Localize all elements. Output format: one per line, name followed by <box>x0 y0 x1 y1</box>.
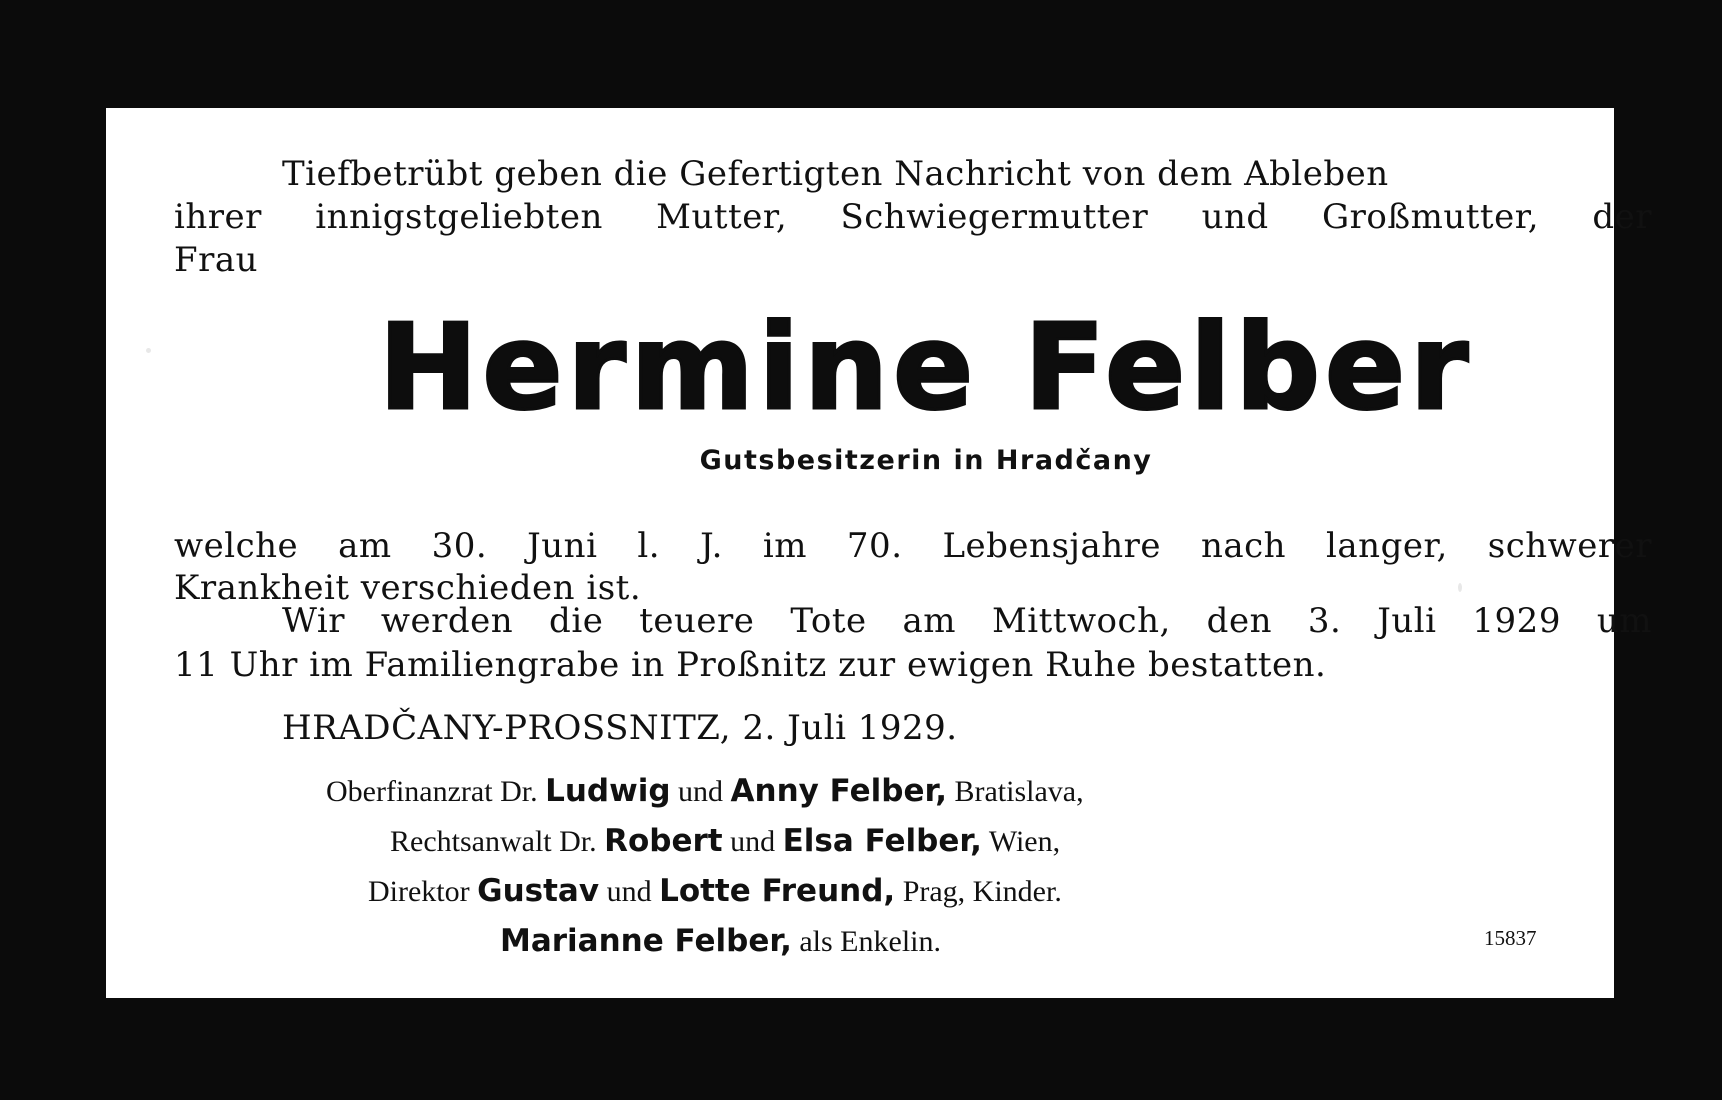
signatory-name: Ludwig <box>545 773 671 809</box>
signatory-name: Elsa Felber, <box>782 823 982 859</box>
reference-number: 15837 <box>1484 926 1537 950</box>
signatory-und: und <box>599 875 660 908</box>
body-line-2: Krankheit verschieden ist. <box>174 568 642 608</box>
signatory-relation: als Enkelin. <box>791 925 941 958</box>
body-line-1: welche am 30. Juni l. J. im 70. Lebensjahre nach langer, schwerer <box>174 526 1652 566</box>
obituary-notice <box>106 108 1652 998</box>
occupation: Gutsbesitzerin in Hradčany <box>699 445 1153 476</box>
signatory-und: und <box>722 825 783 858</box>
signatory-name: Marianne Felber, <box>500 923 792 959</box>
signatory-prefix: Direktor <box>368 875 478 908</box>
intro-line-1: Tiefbetrübt geben die Gefertigten Nachricht von dem Ableben <box>282 154 1389 194</box>
signatory-prefix: Rechtsanwalt Dr. <box>390 825 605 858</box>
signatory-line <box>326 773 1084 809</box>
intro-line-2: ihrer innigstgeliebten Mutter, Schwiegermutter und Großmutter, der <box>174 197 1652 237</box>
signatory-name: Lotte Freund, <box>659 873 896 909</box>
signatory-und: und <box>670 775 731 808</box>
funeral-line-1: Wir werden die teuere Tote am Mittwoch, den 3. Juli 1929 um <box>282 601 1652 641</box>
paper-speck <box>146 348 151 353</box>
signatory-name: Gustav <box>477 873 600 909</box>
signatory-prefix: Oberfinanzrat Dr. <box>326 775 546 808</box>
funeral-line-2: 11 Uhr im Familiengrabe in Proßnitz zur ewigen Ruhe bestatten. <box>174 645 1327 685</box>
signatory-line <box>390 823 1060 859</box>
signatory-line <box>368 873 1062 909</box>
signatory-city: Wien, <box>981 825 1061 858</box>
deceased-name: Hermine Felber <box>378 298 1474 436</box>
signatory-city: Bratislava, <box>946 775 1084 808</box>
paper-speck <box>1458 583 1462 592</box>
signatory-name: Anny Felber, <box>730 773 947 809</box>
intro-line-3: Frau <box>174 240 259 280</box>
signatory-line <box>500 923 941 959</box>
signatory-city: Prag, Kinder. <box>895 875 1062 908</box>
place-date: HRADČANY-PROSSNITZ, 2. Juli 1929. <box>282 708 958 748</box>
signatory-name: Robert <box>604 823 723 859</box>
